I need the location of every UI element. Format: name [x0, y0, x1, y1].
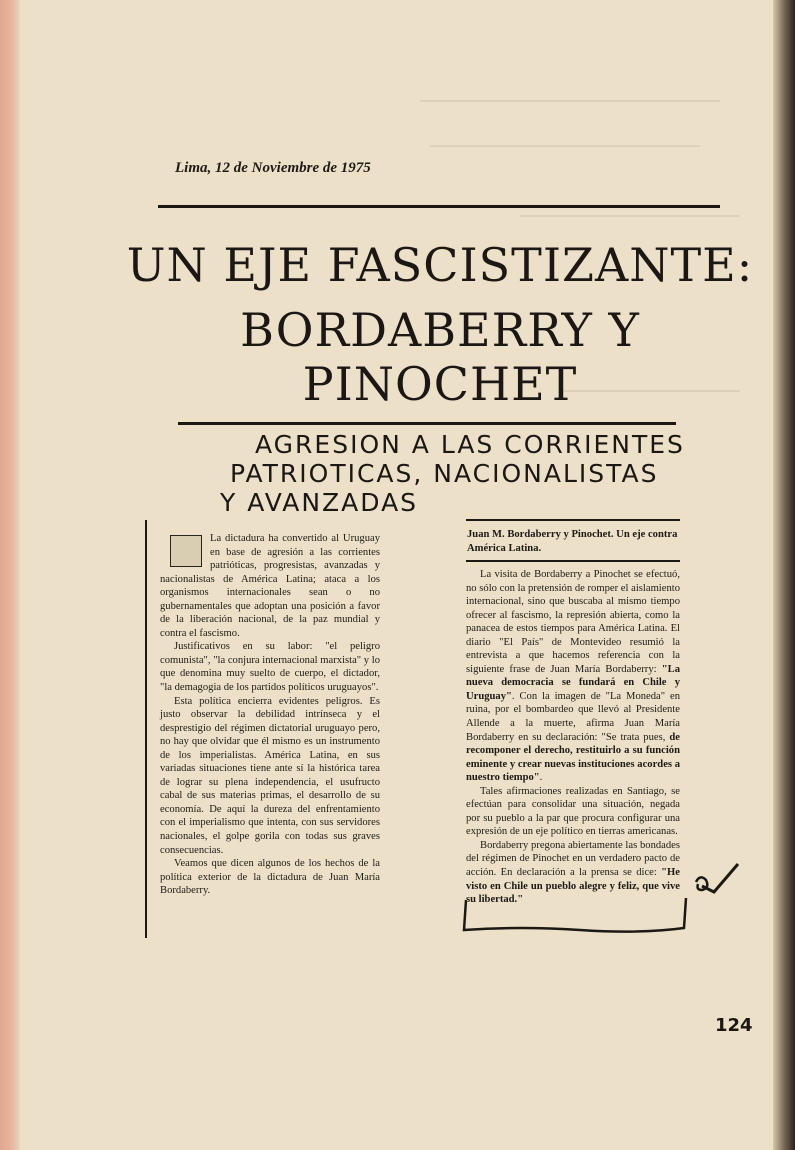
headline-line-1: UN EJE FASCISTIZANTE: — [126, 238, 754, 292]
caption-top-rule — [466, 519, 680, 521]
right-paragraph-1-text-c: . Con la imagen de "La Moneda" en ruina, por el bombardeo que llevó al Presidente Allende a la muerte, afirma Juan María Bordaberry en su declaración: "Se trata pues, — [466, 690, 680, 743]
page-edge-left — [0, 0, 20, 1150]
headline-top-rule — [158, 205, 720, 208]
paragraph-1-text: La dictadura ha convertido al Uruguay en base de agresión a las corrientes patrióticas, progresistas, avanzadas y nacionalistas de América Latina; ataca a los organismos internacionales sean o no gubernamentales que adoptan una posición a favor de la liberación nacional, de la paz mundial y contra el fascismo. — [160, 533, 380, 639]
subheadline-line-2: PATRIOTICAS, NACIONALISTAS — [230, 459, 659, 488]
bleed-through — [420, 100, 720, 102]
paragraph-2: Justificativos en su labor: "el peligro comunista", "la conjura internacional marxista" y lo que denomina muy suelto de cuerpo, el dictador, "la demagogia de los partidos políticos uruguayos". — [160, 641, 380, 694]
page-number: 124 — [715, 1015, 753, 1036]
quote-nueva-democracia: "La nueva democracia se fundará en Chile y Uruguay" — [466, 663, 680, 702]
left-column-rule — [145, 520, 147, 938]
quote-pueblo-alegre: "He visto en Chile un pueblo alegre y feliz, que vive su libertad." — [466, 867, 680, 906]
binding-shadow — [773, 0, 795, 1150]
right-column — [466, 568, 680, 907]
right-paragraph-3-text-a: Bordaberry pregona abiertamente las bondades del régimen de Pinochet en un verdadero pacto de acción. En declaración a la prensa se dice: — [466, 839, 680, 879]
handwritten-bracket — [460, 892, 690, 942]
right-paragraph-2: Tales afirmaciones realizadas en Santiago, se efectúan para consolidar una situación, negada por su pueblo a la par que procura configurar una expresión de un eje político en tierras americanas. — [466, 785, 680, 838]
dateline: Lima, 12 de Noviembre de 1975 — [175, 160, 371, 176]
quote-recomponer-derecho: de recomponer el derecho, restituirlo a su función eminente y crear nuevas instituciones acordes a nuestro tiempo" — [466, 731, 680, 784]
handwritten-check-mark-icon — [692, 860, 742, 900]
bleed-through — [520, 215, 740, 217]
subheadline-line-1: AGRESION A LAS CORRIENTES — [255, 430, 685, 459]
paragraph-4: Veamos que dicen algunos de los hechos de la política exterior de la dictadura de Juan María Bordaberry. — [160, 858, 380, 897]
photo-caption: Juan M. Bordaberry y Pinochet. Un eje contra América Latina. — [467, 529, 678, 554]
paragraph-3: Esta política encierra evidentes peligros. Es justo observar la debilidad intrínseca y el desprestigio del régimen dictatorial uruguayo pero, no hay que olvidar que él mismo es un instrumento de los imperialistas. América Latina, en sus variadas situaciones tiene ante sí la histórica tarea de lograr su plena independencia, el usufructo cabal de sus materias primas, el desarrollo de su economía. De aquí la dureza del enfrentamiento con el imperialismo que intenta, con sus servidores nacionales, el golpe gorila con todas sus graves consecuencias. — [160, 695, 380, 856]
left-column — [160, 532, 380, 898]
right-paragraph-1-text-e: . — [539, 772, 543, 784]
bleed-through — [430, 145, 700, 147]
caption-bottom-rule — [466, 560, 680, 562]
subheadline-rule — [178, 422, 676, 425]
right-paragraph-1 — [466, 568, 680, 785]
subheadline-line-3: Y AVANZADAS — [220, 488, 419, 517]
drop-cap-box — [170, 535, 202, 567]
paragraph-1 — [160, 532, 380, 640]
right-paragraph-1-text-a: La visita de Bordaberry a Pinochet se efectuó, no sólo con la pretensión de romper el aislamiento internacional, sino que buscaba al mismo tiempo ofrecer al fascismo, la represión abierta, como la panacea de estos tiempos para América Latina. El diario "El País" de Montevideo resumió la entrevista a que hacemos referencia con la siguiente frase de Juan María Bordaberry: — [466, 569, 680, 675]
headline-line-2: BORDABERRY Y PINOCHET — [240, 303, 640, 411]
